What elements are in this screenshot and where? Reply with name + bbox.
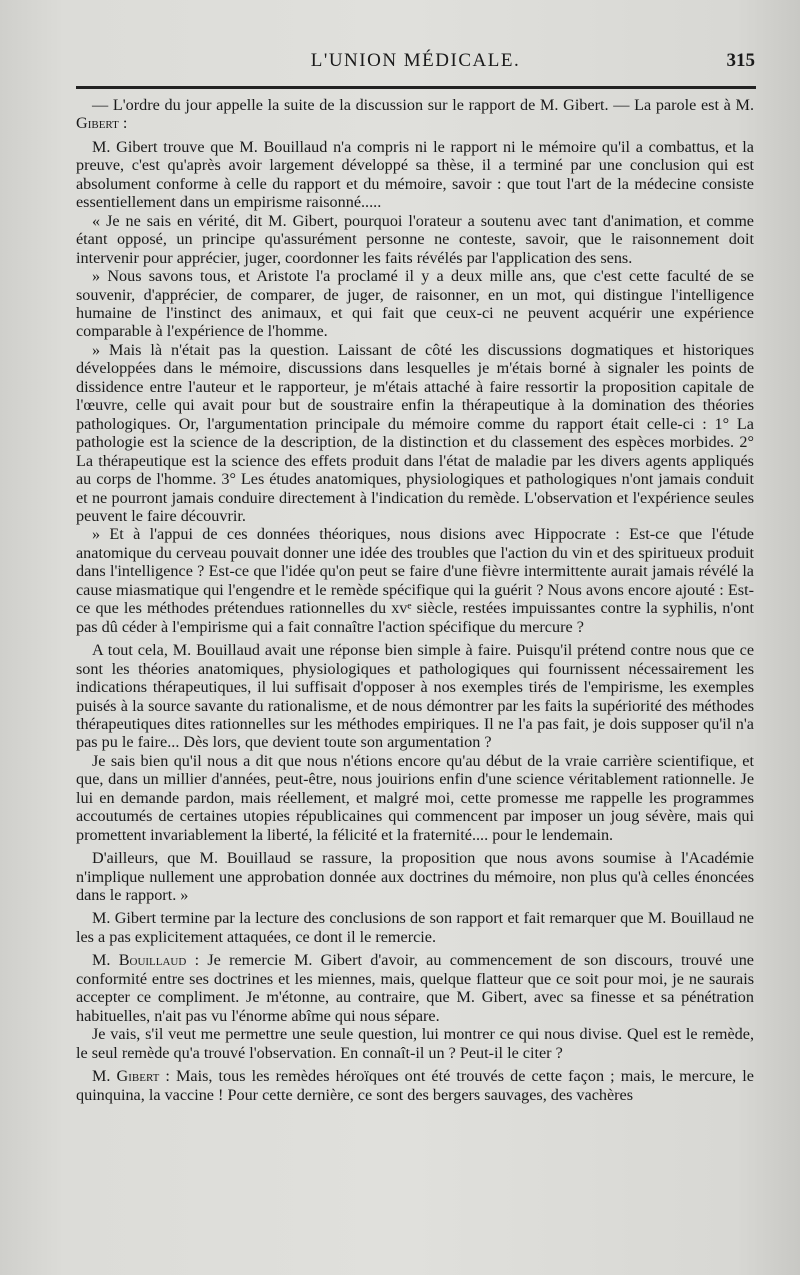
- paragraph-4: [76, 267, 754, 341]
- speaker-name: Bouillaud: [118, 951, 187, 970]
- paragraph-7: [76, 641, 754, 752]
- paragraph-11-end: : Je remercie M. Gibert d'avoir, au commencement de son discours, trouvé une conformité entre ses doctrines et les miennes, mais, quelque flatteur que ce soit pour moi, je ne saurais accepter ce compliment. Je m'étonne, au contraire, que M. Gibert, avec sa finesse et sa pénétration habituelles, n'ait pas vu l'énorme abîme qui nous sépare.: [76, 951, 754, 1025]
- paragraph-10: [76, 909, 754, 946]
- paragraph-11: [76, 951, 754, 1025]
- paragraph-9-text: D'ailleurs, que M. Bouillaud se rassure, la proposition que nous avons soumise à l'Académie n'implique nullement une approbation donnée aux doctrines du mémoire, non plus qu'à celles énoncées dans le rapport. »: [76, 849, 754, 905]
- paragraph-8: [76, 752, 754, 844]
- page-number: 315: [726, 50, 755, 71]
- paragraph-2-text: M. Gibert trouve que M. Bouillaud n'a compris ni le rapport ni le mémoire qu'il a combattus, et la preuve, c'est qu'après avoir largement développé sa thèse, il a terminé par une conclusion qui est absolument conforme à celle du rapport et du mémoire, savoir : que tout l'art de la médecine consiste essentiellement dans un empirisme raisonné.....: [76, 137, 754, 212]
- speaker-name: Gibert: [76, 114, 119, 133]
- paragraph-1: [76, 96, 754, 133]
- paragraph-6-text: » Et à l'appui de ces données théoriques, nous disions avec Hippocrate : Est-ce que l'étude anatomique du cerveau pouvait donner une idée des troubles que l'action du vin et des spiritueux produit dans l'intelligence ? Est-ce que l'idée qu'on peut se faire d'une fièvre intermittente aurait jamais révélé la cause miasmatique qui l'engendre et le remède spécifique qui la guérit ? Nous avons encore ajouté : Est-ce que les méthodes prétendues rationnelles du xvᵉ siècle, restées impuissantes contre la syphilis, n'ont pas dû céder à l'empirisme qui a fait connaître l'action spécifique du mercure ?: [76, 525, 754, 636]
- paragraph-13-end: : Mais, tous les remèdes héroïques ont été trouvés de cette façon ; mais, le mercure, le quinquina, la vaccine ! Pour cette dernière, ce sont des bergers sauvages, des vachères: [76, 1067, 754, 1104]
- paragraph-4-text: » Nous savons tous, et Aristote l'a proclamé il y a deux mille ans, que c'est cette faculté de se souvenir, d'apprécier, de comparer, de juger, de raisonner, en un mot, qui distingue l'intelligence humaine de l'instinct des animaux, et qui fait que ceux-ci ne peuvent acquérir une expérience comparable à l'expérience de l'homme.: [76, 267, 754, 341]
- paragraph-12-text: Je vais, s'il veut me permettre une seule question, lui montrer ce qui nous divise. Quel est le remède, le seul remède qu'a trouvé l'observation. En connaît-il un ? Peut-il le citer ?: [76, 1025, 754, 1062]
- speaker-name: Gibert: [116, 1067, 160, 1086]
- paragraph-1-text: — L'ordre du jour appelle la suite de la discussion sur le rapport de M. Gibert. — La parole est à M.: [92, 96, 754, 114]
- body-text: [76, 96, 754, 1104]
- paragraph-12: [76, 1025, 754, 1062]
- paragraph-13-text: M.: [92, 1067, 117, 1086]
- paragraph-13: [76, 1067, 754, 1104]
- paragraph-7-text: A tout cela, M. Bouillaud avait une réponse bien simple à faire. Puisqu'il prétend contre nous que ce sont les théories anatomiques, physiologiques et pathologiques qui fournissent nécessairement les indications thérapeutiques, il lui suffisait d'opposer à nos exemples tirés de l'empirisme, les exemples puisés à la source savante du rationalisme, et de nous démontrer par les faits la supériorité des méthodes thérapeutiques dites rationnelles sur les méthodes empiriques. Il ne l'a pas fait, je dois supposer qu'il n'a pas pu le faire... Dès lors, que devient toute son argumentation ?: [76, 641, 754, 752]
- paragraph-5: [76, 341, 754, 526]
- running-title: L'UNION MÉDICALE.: [310, 50, 521, 71]
- paragraph-8-text: Je sais bien qu'il nous a dit que nous n'étions encore qu'au début de la vraie carrière scientifique, et que, dans un millier d'années, peut-être, nous jouirions enfin d'une science véritablement rationnelle. Je lui en demande pardon, mais réellement, et malgré moi, cette promesse me rappelle les programmes accoutumés de certaines utopies républicaines qui commencent par imposer un joug sévère, mais qui promettent invariablement la liberté, la félicité et la fraternité.... pour le lendemain.: [76, 751, 754, 844]
- header-rule: [76, 86, 756, 89]
- paragraph-10-text: M. Gibert termine par la lecture des conclusions de son rapport et fait remarquer que M. Bouillaud ne les a pas explicitement attaquées, ce dont il le remercie.: [76, 909, 754, 946]
- paragraph-3: [76, 212, 754, 267]
- paragraph-1-end: :: [118, 114, 128, 133]
- page-header: [76, 48, 755, 78]
- paragraph-2: [76, 138, 754, 212]
- paragraph-5-text: » Mais là n'était pas la question. Laissant de côté les discussions dogmatiques et historiques développées dans le mémoire, discussions dans lesquelles je m'étais borné à signaler les points de dissidence entre l'auteur et le rapporteur, je m'étais attaché à faire ressortir la proposition capitale de l'œuvre, celle qui avait pour but de soustraire enfin la thérapeutique à la domination des théories pathologiques. Or, l'argumentation principale du mémoire comme du rapport était celle-ci : 1° La pathologie est la science de la description, de la distinction et du classement des espèces morbides. 2° La thérapeutique est la science des effets produit dans l'état de maladie par les divers agents appliqués au corps de l'homme. 3° Les études anatomiques, physiologiques et pathologiques n'ont jamais conduit et ne pourront jamais conduire directement à l'indication du remède. L'observation et l'expérience seules peuvent le faire découvrir.: [76, 340, 754, 525]
- paragraph-6: [76, 525, 754, 636]
- paragraph-11-text: M.: [92, 951, 119, 970]
- paragraph-9: [76, 849, 754, 904]
- paragraph-3-text: « Je ne sais en vérité, dit M. Gibert, pourquoi l'orateur a soutenu avec tant d'animation, et comme étant opposé, un principe qu'assurément personne ne conteste, savoir, que le raisonnement doit intervenir pour apprécier, juger, coordonner les faits révélés par l'application des sens.: [76, 211, 754, 267]
